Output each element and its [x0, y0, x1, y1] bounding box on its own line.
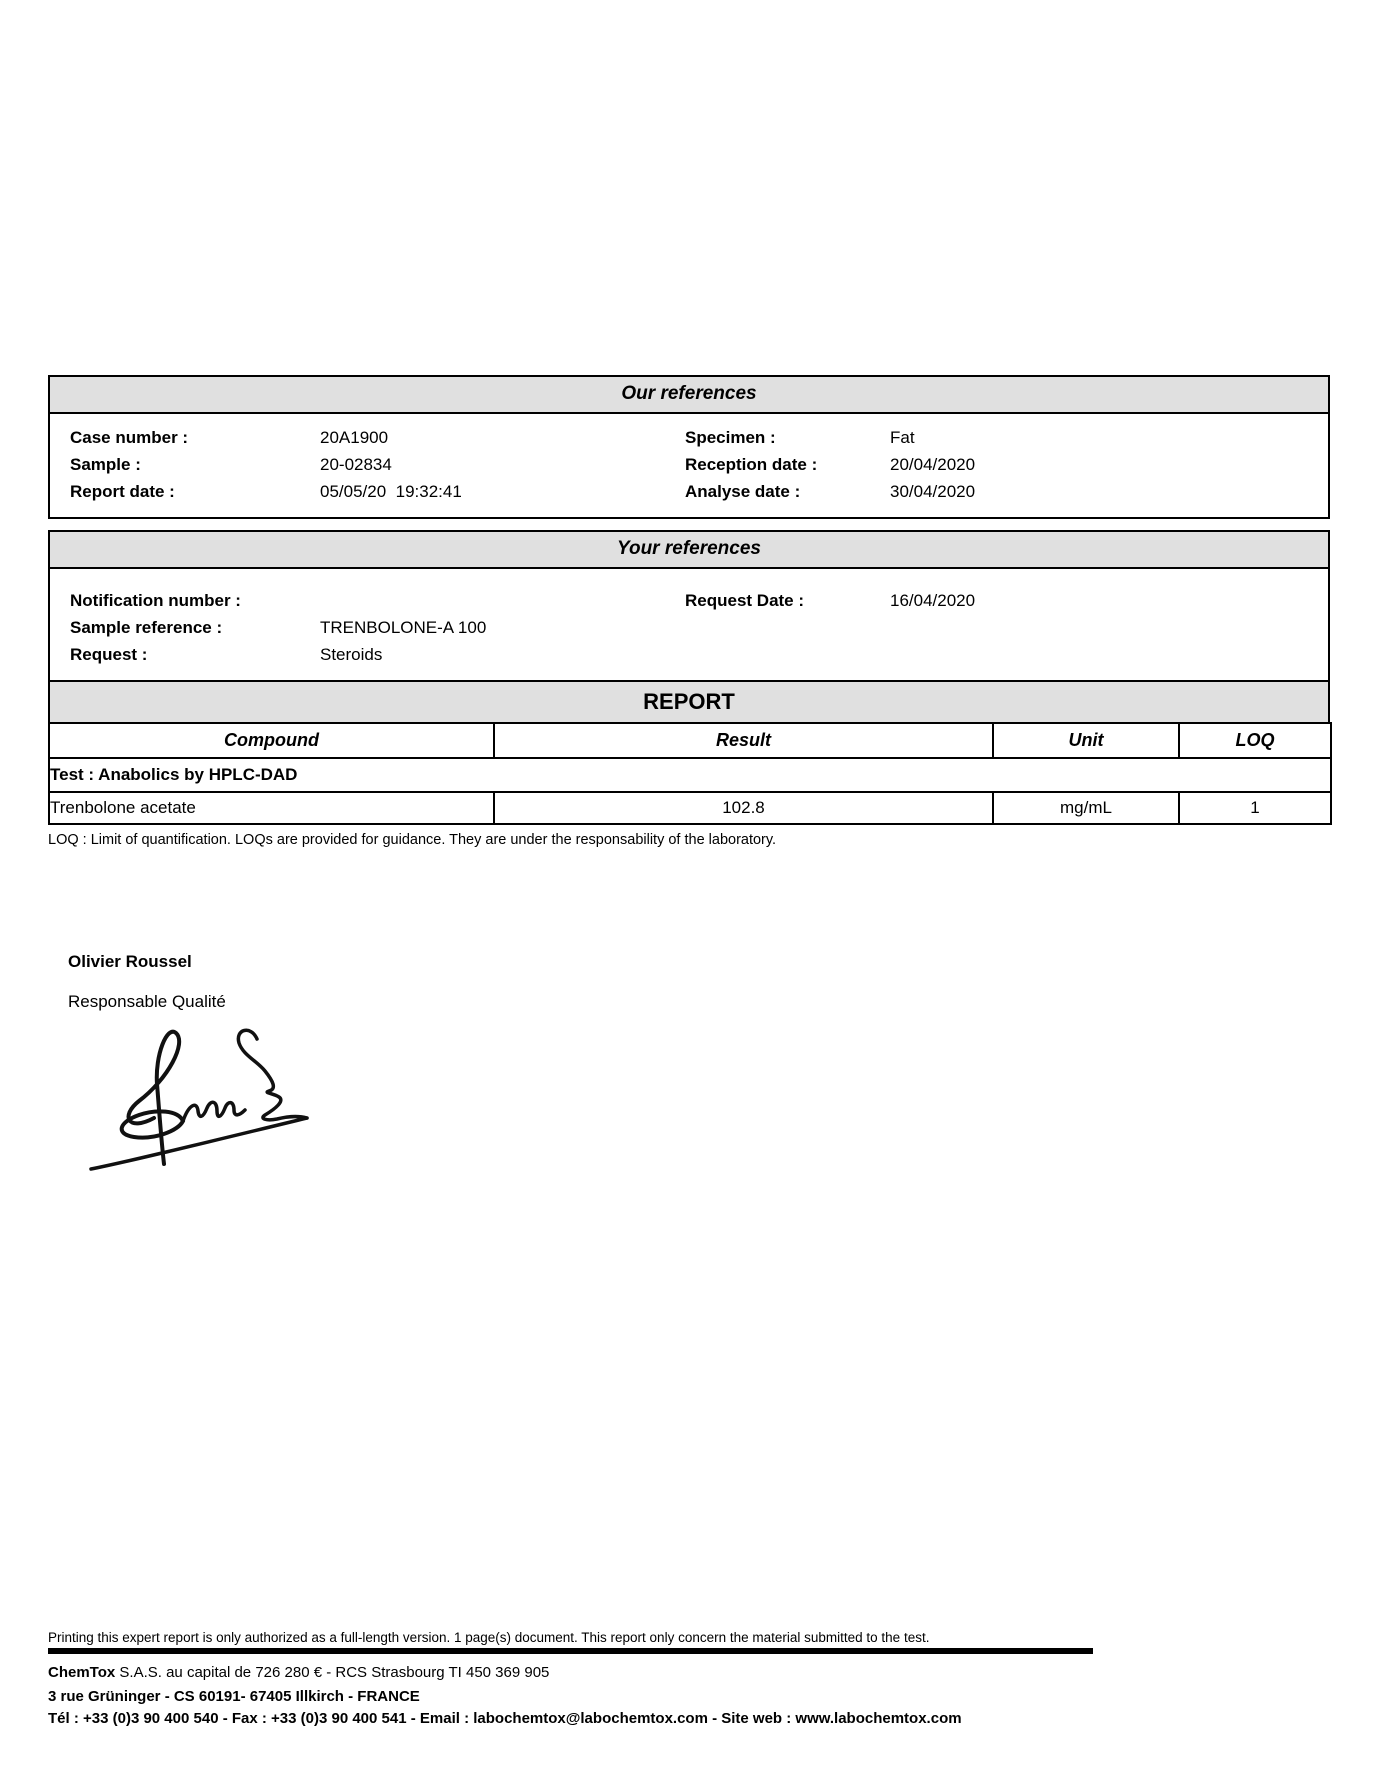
your-references-header: Your references [50, 532, 1328, 569]
loq-footnote: LOQ : Limit of quantification. LOQs are provided for guidance. They are under the responsability of the laboratory. [48, 832, 777, 848]
analyse-date-label: Analyse date : [685, 481, 801, 501]
request-value: Steroids [320, 644, 383, 664]
case-number-value: 20A1900 [320, 427, 389, 447]
notification-number-label: Notification number : [70, 590, 241, 610]
unit-cell: mg/mL [993, 792, 1179, 824]
signatory-name: Olivier Roussel [68, 952, 192, 971]
column-header-result: Result [494, 723, 993, 758]
analyse-date-value: 30/04/2020 [890, 481, 976, 501]
specimen-label: Specimen : [685, 427, 776, 447]
column-header-compound: Compound [49, 723, 494, 758]
column-header-loq: LOQ [1179, 723, 1331, 758]
result-cell: 102.8 [494, 792, 993, 824]
report-date-label: Report date : [70, 481, 175, 501]
specimen-value: Fat [890, 427, 915, 447]
field-row [50, 614, 1328, 641]
reception-date-label: Reception date : [685, 454, 818, 474]
loq-cell: 1 [1179, 792, 1331, 824]
your-references-body [50, 569, 1328, 680]
request-date-value: 16/04/2020 [890, 590, 976, 610]
request-date-label: Request Date : [685, 590, 805, 610]
field-row [50, 641, 1328, 668]
company-details: S.A.S. au capital de 726 280 € - RCS Strasbourg TI 450 369 905 [115, 1664, 550, 1681]
field-row [50, 478, 1328, 505]
our-references-box [48, 375, 1330, 519]
printing-notice: Printing this expert report is only authorized as a full-length version. 1 page(s) document. This report only concern the material submitted to the test. [48, 1630, 930, 1645]
field-row [50, 587, 1328, 614]
table-row [49, 792, 1331, 824]
our-references-body [50, 414, 1328, 517]
case-number-label: Case number : [70, 427, 189, 447]
sample-reference-label: Sample reference : [70, 617, 223, 637]
company-line [48, 1664, 549, 1681]
report-date-value: 05/05/20 19:32:41 [320, 481, 462, 501]
request-label: Request : [70, 644, 148, 664]
your-references-box [48, 530, 1330, 682]
company-address: 3 rue Grüninger - CS 60191- 67405 Illkirch - FRANCE [48, 1688, 420, 1705]
sample-reference-value: TRENBOLONE-A 100 [320, 617, 487, 637]
test-method-row [49, 758, 1331, 792]
company-name: ChemTox [48, 1664, 116, 1681]
report-title: REPORT [48, 680, 1330, 724]
our-references-header: Our references [50, 377, 1328, 414]
reception-date-value: 20/04/2020 [890, 454, 976, 474]
report-section [48, 680, 1330, 825]
compound-cell: Trenbolone acetate [49, 792, 494, 824]
report-table [48, 722, 1332, 825]
test-method-label: Test : Anabolics by HPLC-DAD [49, 758, 1331, 792]
company-contact: Tél : +33 (0)3 90 400 540 - Fax : +33 (0)3 90 400 541 - Email : labochemtox@labochemtox.com - Site web : www.labochemtox.com [48, 1710, 962, 1727]
signatory-title: Responsable Qualité [68, 992, 226, 1011]
footer-divider [48, 1648, 1093, 1654]
report-table-header-row [49, 723, 1331, 758]
column-header-unit: Unit [993, 723, 1179, 758]
field-row [50, 424, 1328, 451]
sample-value: 20-02834 [320, 454, 392, 474]
field-row [50, 451, 1328, 478]
sample-label: Sample : [70, 454, 141, 474]
signature-image [70, 1022, 335, 1182]
